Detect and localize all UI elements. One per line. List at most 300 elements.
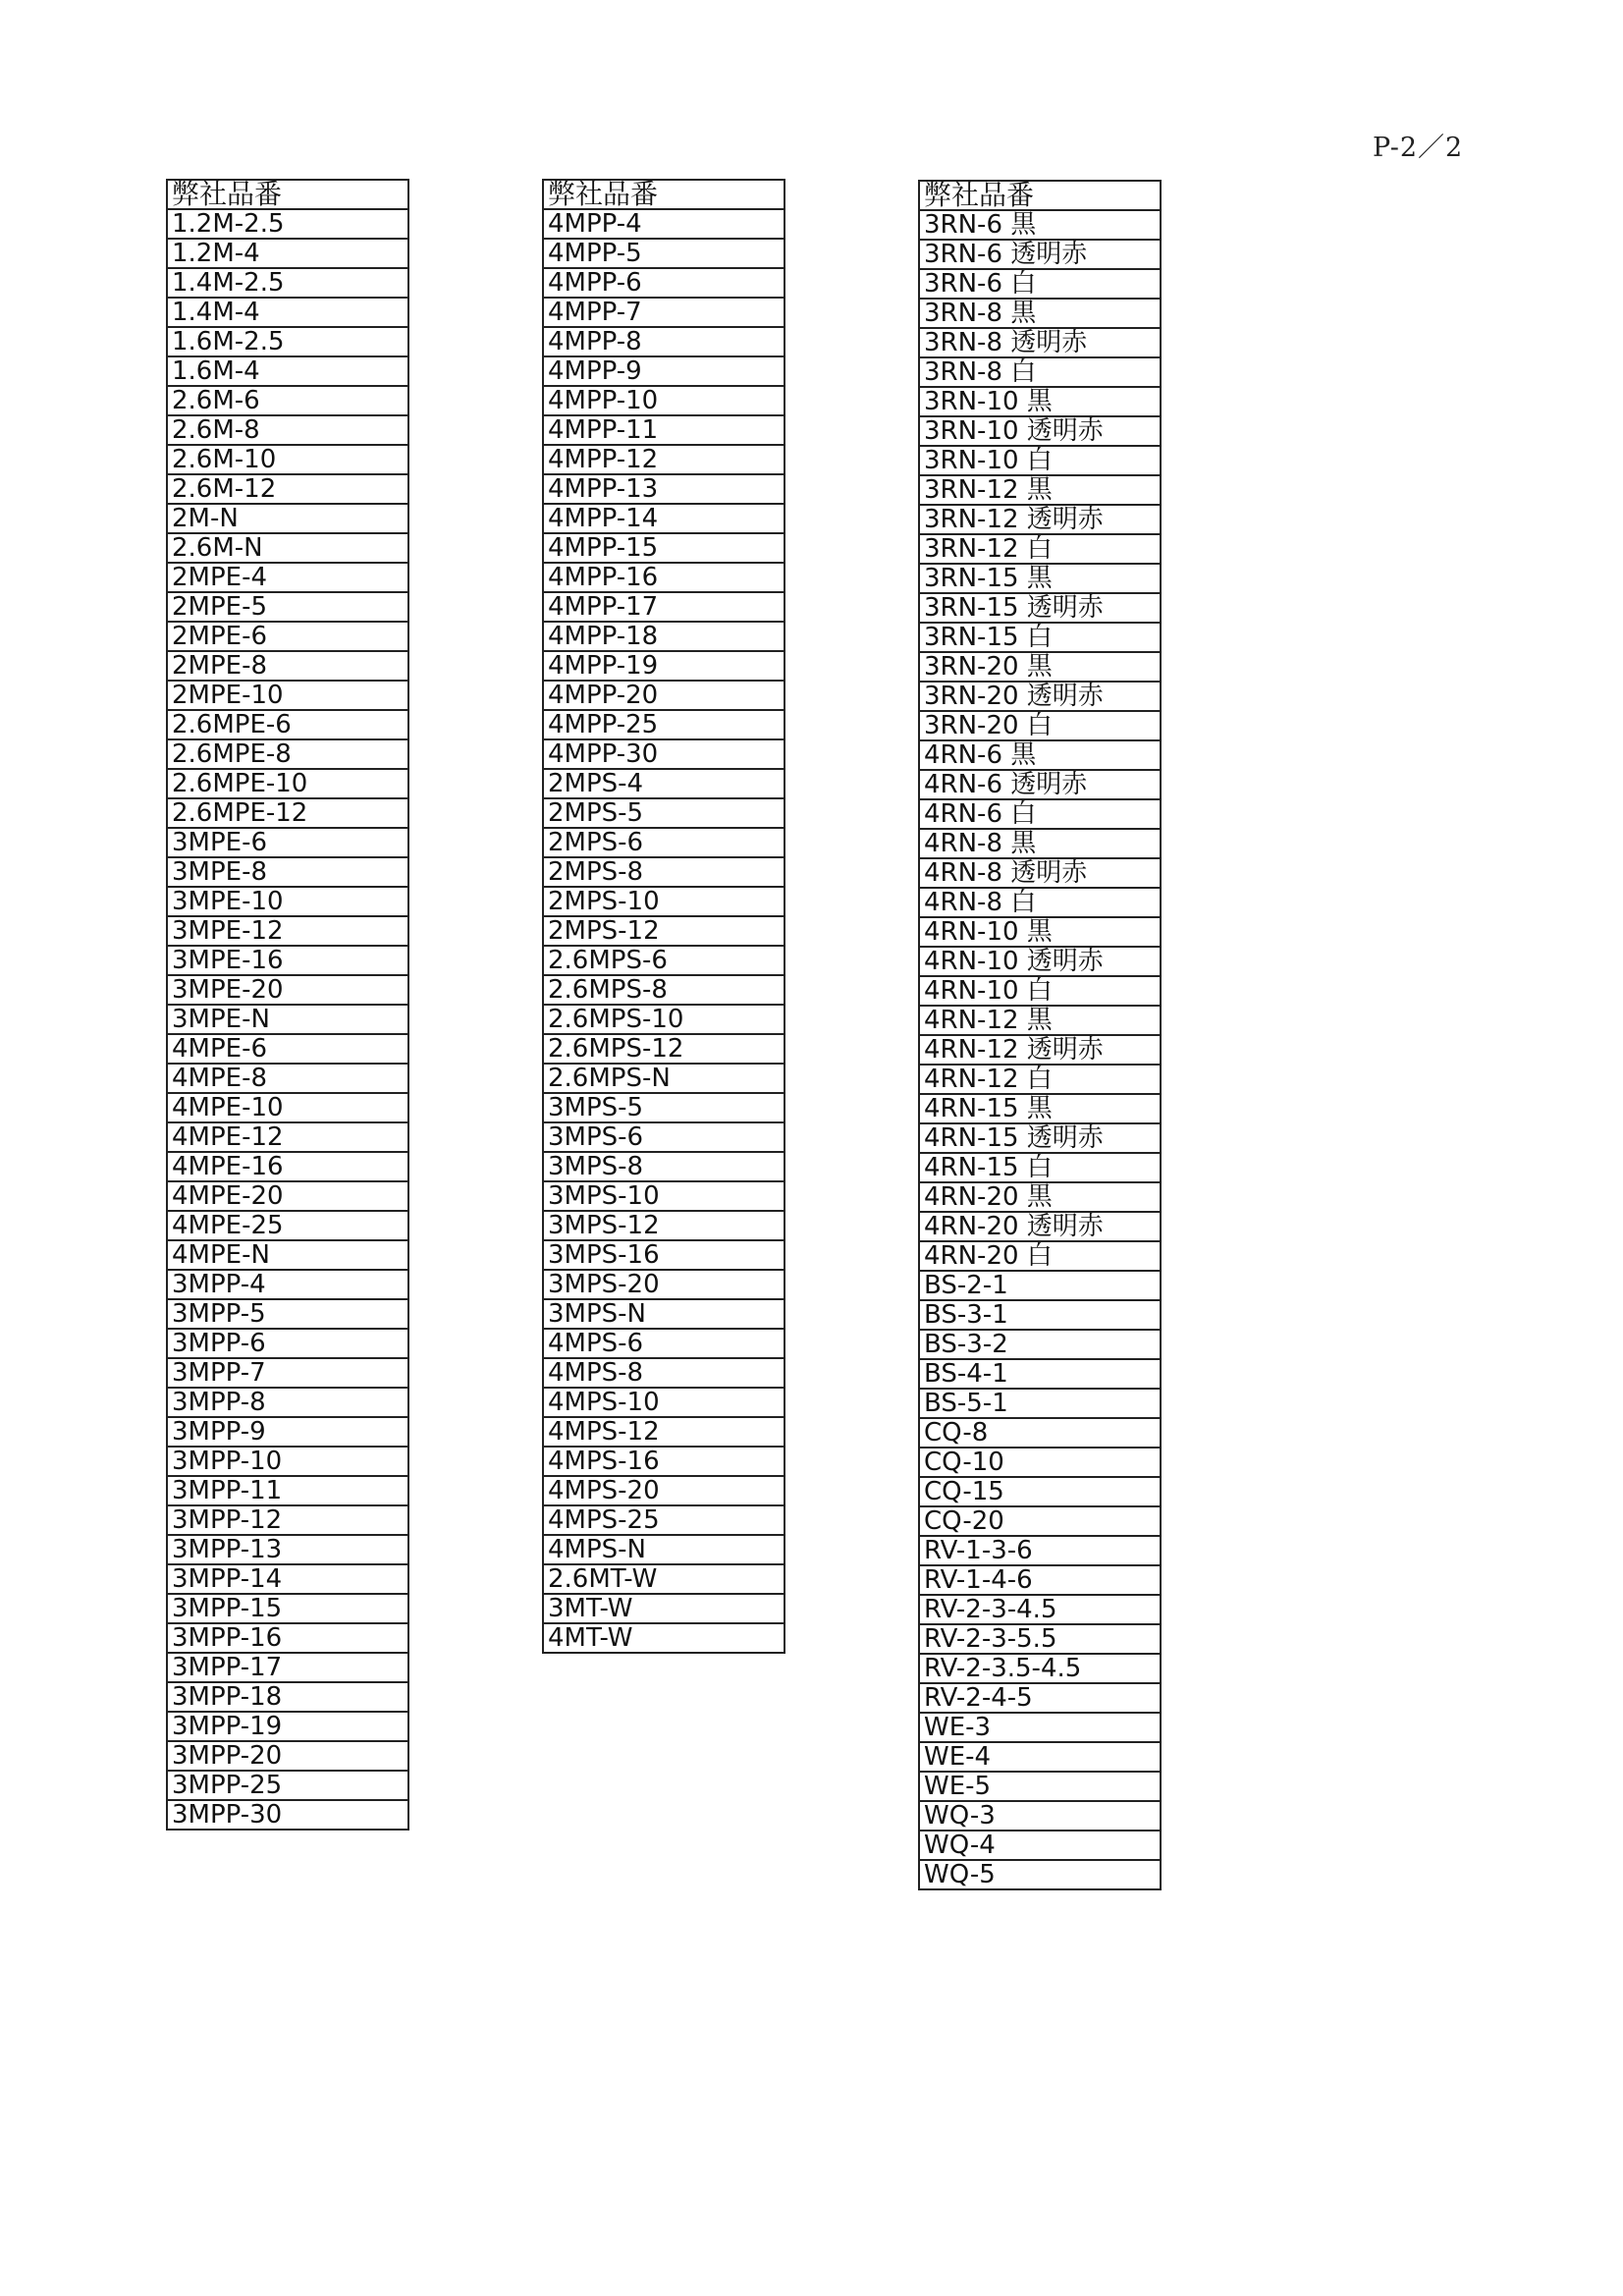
table-row	[919, 1565, 1161, 1595]
part-number-cell: 4RN-8 透明赤	[919, 858, 1161, 888]
parts-table-3	[918, 180, 1162, 1890]
part-number-cell: 3RN-6 透明赤	[919, 240, 1161, 269]
part-number-cell: 2.6M-10	[167, 445, 408, 474]
part-number-cell: 4MPP-13	[543, 474, 784, 504]
part-number-cell: 4MPS-N	[543, 1535, 784, 1564]
table-row	[543, 1476, 784, 1505]
part-number-cell: 3MPP-7	[167, 1358, 408, 1388]
table-row	[167, 1535, 408, 1564]
table-row	[167, 1122, 408, 1152]
part-number-cell: 4MPS-16	[543, 1447, 784, 1476]
part-number-cell: 3MPP-15	[167, 1594, 408, 1623]
part-number-cell: 2.6MPE-10	[167, 769, 408, 798]
table-row	[167, 1034, 408, 1064]
part-number-cell: 3MPS-5	[543, 1093, 784, 1122]
column-header: 弊社品番	[543, 180, 784, 209]
part-number-cell: 2.6MPE-8	[167, 739, 408, 769]
part-number-cell: 2MPS-8	[543, 857, 784, 887]
parts-table-2	[542, 179, 785, 1654]
table-row	[167, 622, 408, 651]
part-number-cell: 2.6MPS-N	[543, 1064, 784, 1093]
table-row	[543, 739, 784, 769]
table-row	[167, 1741, 408, 1771]
part-number-cell: 3MPP-8	[167, 1388, 408, 1417]
table-row	[543, 887, 784, 916]
table-row	[919, 1006, 1161, 1035]
table-row	[543, 946, 784, 975]
table-row	[543, 1005, 784, 1034]
table-row	[543, 1417, 784, 1447]
part-number-cell: 2MPS-6	[543, 828, 784, 857]
table-row	[919, 682, 1161, 711]
table-row	[919, 1241, 1161, 1271]
part-number-cell: 3MPS-16	[543, 1240, 784, 1270]
table-row	[919, 505, 1161, 534]
table-row	[919, 1065, 1161, 1094]
part-number-cell: 1.2M-2.5	[167, 209, 408, 239]
table-row	[167, 1417, 408, 1447]
part-number-cell: 4MPP-16	[543, 563, 784, 592]
table-row	[167, 1771, 408, 1800]
part-number-cell: WE-4	[919, 1742, 1161, 1772]
part-number-cell: 4MPP-25	[543, 710, 784, 739]
part-number-cell: 4RN-15 白	[919, 1153, 1161, 1182]
table-row	[543, 1299, 784, 1329]
table-row	[919, 1300, 1161, 1330]
table-row	[543, 1329, 784, 1358]
part-number-cell: 4MPP-17	[543, 592, 784, 622]
part-number-cell: 4MPP-20	[543, 681, 784, 710]
table-row	[919, 357, 1161, 387]
table-row	[919, 799, 1161, 829]
part-number-cell: 4MPE-8	[167, 1064, 408, 1093]
table-row	[919, 1831, 1161, 1860]
part-number-cell: 2MPS-12	[543, 916, 784, 946]
table-row	[167, 1064, 408, 1093]
table-row	[919, 534, 1161, 564]
part-number-cell: 4MPS-20	[543, 1476, 784, 1505]
part-number-cell: WE-3	[919, 1713, 1161, 1742]
table-row	[167, 1447, 408, 1476]
table-row	[167, 1152, 408, 1181]
table-row	[919, 299, 1161, 328]
table-row	[919, 564, 1161, 593]
part-number-cell: 3MPP-4	[167, 1270, 408, 1299]
part-number-cell: 3RN-12 透明赤	[919, 505, 1161, 534]
table-row	[543, 1181, 784, 1211]
part-number-cell: 4MPE-10	[167, 1093, 408, 1122]
part-number-cell: 3MT-W	[543, 1594, 784, 1623]
table-row	[543, 651, 784, 681]
part-number-cell: 4MPS-8	[543, 1358, 784, 1388]
part-number-cell: 4MPE-20	[167, 1181, 408, 1211]
part-number-cell: 4MPS-25	[543, 1505, 784, 1535]
part-number-cell: 3MPP-25	[167, 1771, 408, 1800]
part-number-cell: 4MPE-16	[167, 1152, 408, 1181]
part-number-cell: 3RN-8 黒	[919, 299, 1161, 328]
part-number-cell: CQ-20	[919, 1506, 1161, 1536]
table-row	[919, 1212, 1161, 1241]
part-number-cell: 3RN-20 白	[919, 711, 1161, 740]
table-row	[543, 209, 784, 239]
part-number-cell: 3MPE-16	[167, 946, 408, 975]
table-row	[167, 592, 408, 622]
parts-table-1	[166, 179, 409, 1831]
part-number-cell: 4MPP-19	[543, 651, 784, 681]
part-number-cell: 2MPE-10	[167, 681, 408, 710]
table-row	[167, 533, 408, 563]
part-number-cell: 3MPP-18	[167, 1682, 408, 1712]
table-row	[919, 888, 1161, 917]
table-row	[167, 857, 408, 887]
part-number-cell: 2MPS-10	[543, 887, 784, 916]
table-row	[167, 327, 408, 356]
part-number-cell: 3MPS-20	[543, 1270, 784, 1299]
table-row	[167, 798, 408, 828]
part-number-cell: 3MPE-8	[167, 857, 408, 887]
part-number-cell: 4RN-20 透明赤	[919, 1212, 1161, 1241]
part-number-cell: 4RN-8 黒	[919, 829, 1161, 858]
table-row	[543, 268, 784, 298]
part-number-cell: 4MPP-8	[543, 327, 784, 356]
part-number-cell: 2.6M-8	[167, 415, 408, 445]
part-number-cell: 4RN-6 透明赤	[919, 770, 1161, 799]
table-row	[919, 1035, 1161, 1065]
table-row	[919, 1683, 1161, 1713]
part-number-cell: 4RN-12 白	[919, 1065, 1161, 1094]
part-number-cell: BS-2-1	[919, 1271, 1161, 1300]
table-row	[919, 1860, 1161, 1889]
table-row	[919, 269, 1161, 299]
part-number-cell: 3MPE-6	[167, 828, 408, 857]
table-row	[543, 327, 784, 356]
table-row	[167, 209, 408, 239]
table-row	[543, 798, 784, 828]
part-number-cell: BS-4-1	[919, 1359, 1161, 1389]
part-number-cell: 4MPP-5	[543, 239, 784, 268]
table-row	[919, 829, 1161, 858]
table-header-row	[919, 181, 1161, 210]
part-number-cell: 3RN-15 白	[919, 623, 1161, 652]
part-number-cell: 3MPE-10	[167, 887, 408, 916]
part-number-cell: 2.6M-12	[167, 474, 408, 504]
table-row	[543, 563, 784, 592]
part-number-cell: 2.6MPS-8	[543, 975, 784, 1005]
table-row	[167, 298, 408, 327]
table-row	[919, 1389, 1161, 1418]
table-row	[543, 1211, 784, 1240]
table-row	[919, 947, 1161, 976]
table-row	[543, 1505, 784, 1535]
table-row	[167, 887, 408, 916]
column-header: 弊社品番	[167, 180, 408, 209]
part-number-cell: 3MPP-6	[167, 1329, 408, 1358]
part-number-cell: 3RN-8 白	[919, 357, 1161, 387]
part-number-cell: 2.6M-6	[167, 386, 408, 415]
part-number-cell: 2.6MPE-6	[167, 710, 408, 739]
part-number-cell: 1.6M-2.5	[167, 327, 408, 356]
part-number-cell: 3MPP-12	[167, 1505, 408, 1535]
part-number-cell: 4MPP-11	[543, 415, 784, 445]
part-number-cell: 3MPP-5	[167, 1299, 408, 1329]
part-number-cell: 4MPE-25	[167, 1211, 408, 1240]
table-row	[919, 1123, 1161, 1153]
table-row	[543, 592, 784, 622]
table-row	[919, 593, 1161, 623]
table-row	[543, 504, 784, 533]
table-row	[167, 474, 408, 504]
column-header: 弊社品番	[919, 181, 1161, 210]
part-number-cell: 4RN-20 白	[919, 1241, 1161, 1271]
part-number-cell: RV-2-3-5.5	[919, 1624, 1161, 1654]
table-row	[919, 623, 1161, 652]
table-row	[919, 387, 1161, 416]
part-number-cell: 3MPS-6	[543, 1122, 784, 1152]
part-number-cell: 3MPE-12	[167, 916, 408, 946]
part-number-cell: 4MPS-10	[543, 1388, 784, 1417]
part-number-cell: 4MPE-N	[167, 1240, 408, 1270]
part-number-cell: 3MPP-16	[167, 1623, 408, 1653]
part-number-cell: 3RN-15 黒	[919, 564, 1161, 593]
table-row	[919, 1271, 1161, 1300]
part-number-cell: BS-3-1	[919, 1300, 1161, 1330]
table-row	[543, 1623, 784, 1653]
table-row	[919, 858, 1161, 888]
table-row	[543, 681, 784, 710]
table-row	[543, 1064, 784, 1093]
part-number-cell: 4MPS-6	[543, 1329, 784, 1358]
part-number-cell: 4RN-6 黒	[919, 740, 1161, 770]
table-row	[167, 1623, 408, 1653]
table-row	[167, 268, 408, 298]
part-number-cell: 4RN-15 透明赤	[919, 1123, 1161, 1153]
table-row	[919, 1506, 1161, 1536]
table-row	[167, 1240, 408, 1270]
table-row	[543, 1152, 784, 1181]
page-number: P-2／2	[1373, 133, 1464, 163]
part-number-cell: 2.6MPS-10	[543, 1005, 784, 1034]
table-row	[919, 917, 1161, 947]
table-row	[167, 1682, 408, 1712]
part-number-cell: 2.6MT-W	[543, 1564, 784, 1594]
table-row	[543, 769, 784, 798]
table-row	[167, 504, 408, 533]
table-row	[543, 1240, 784, 1270]
table-header-row	[543, 180, 784, 209]
table-row	[167, 946, 408, 975]
part-number-cell: 4RN-15 黒	[919, 1094, 1161, 1123]
table-row	[167, 1299, 408, 1329]
part-number-cell: WQ-5	[919, 1860, 1161, 1889]
part-number-cell: 2MPE-5	[167, 592, 408, 622]
part-number-cell: 3MPP-30	[167, 1800, 408, 1830]
table-row	[167, 681, 408, 710]
table-row	[167, 769, 408, 798]
table-row	[167, 239, 408, 268]
table-row	[543, 1535, 784, 1564]
part-number-cell: CQ-10	[919, 1448, 1161, 1477]
table-row	[167, 1712, 408, 1741]
table-row	[543, 1564, 784, 1594]
table-row	[543, 828, 784, 857]
table-row	[167, 1270, 408, 1299]
table-row	[167, 1211, 408, 1240]
part-number-cell: 3RN-6 黒	[919, 210, 1161, 240]
part-number-cell: 2.6MPS-6	[543, 946, 784, 975]
part-number-cell: 3RN-12 黒	[919, 475, 1161, 505]
part-number-cell: 4MPS-12	[543, 1417, 784, 1447]
part-number-cell: 2M-N	[167, 504, 408, 533]
table-row	[543, 916, 784, 946]
part-number-cell: 3MPS-12	[543, 1211, 784, 1240]
table-header-row	[167, 180, 408, 209]
table-row	[543, 1034, 784, 1064]
part-number-cell: 4MT-W	[543, 1623, 784, 1653]
part-number-cell: RV-2-3-4.5	[919, 1595, 1161, 1624]
part-number-cell: RV-1-4-6	[919, 1565, 1161, 1595]
part-number-cell: WQ-4	[919, 1831, 1161, 1860]
table-row	[919, 740, 1161, 770]
table-row	[919, 652, 1161, 682]
part-number-cell: 3RN-10 透明赤	[919, 416, 1161, 446]
part-number-cell: CQ-15	[919, 1477, 1161, 1506]
part-number-cell: 3RN-12 白	[919, 534, 1161, 564]
table-row	[543, 533, 784, 563]
part-number-cell: 4RN-10 黒	[919, 917, 1161, 947]
part-number-cell: 4MPP-9	[543, 356, 784, 386]
part-number-cell: 2MPE-4	[167, 563, 408, 592]
part-number-cell: 3RN-6 白	[919, 269, 1161, 299]
table-row	[543, 1270, 784, 1299]
table-row	[543, 356, 784, 386]
part-number-cell: 2MPS-5	[543, 798, 784, 828]
part-number-cell: 3MPS-N	[543, 1299, 784, 1329]
part-number-cell: 3MPE-N	[167, 1005, 408, 1034]
table-row	[167, 916, 408, 946]
table-row	[167, 356, 408, 386]
table-row	[919, 1713, 1161, 1742]
table-row	[167, 1358, 408, 1388]
table-row	[543, 1358, 784, 1388]
part-number-cell: 3RN-15 透明赤	[919, 593, 1161, 623]
part-number-cell: 3MPP-9	[167, 1417, 408, 1447]
part-number-cell: WQ-3	[919, 1801, 1161, 1831]
table-row	[167, 445, 408, 474]
table-row	[167, 651, 408, 681]
part-number-cell: 3MPS-8	[543, 1152, 784, 1181]
table-row	[919, 1801, 1161, 1831]
part-number-cell: BS-5-1	[919, 1389, 1161, 1418]
part-number-cell: 4MPP-30	[543, 739, 784, 769]
part-number-cell: 4RN-20 黒	[919, 1182, 1161, 1212]
part-number-cell: 4RN-6 白	[919, 799, 1161, 829]
table-row	[167, 563, 408, 592]
table-row	[543, 1122, 784, 1152]
part-number-cell: 4RN-12 黒	[919, 1006, 1161, 1035]
part-number-cell: 3MPP-10	[167, 1447, 408, 1476]
table-row	[167, 1594, 408, 1623]
table-row	[919, 1448, 1161, 1477]
table-row	[919, 1742, 1161, 1772]
part-number-cell: 3RN-10 黒	[919, 387, 1161, 416]
table-row	[167, 1476, 408, 1505]
table-row	[167, 415, 408, 445]
table-row	[167, 1564, 408, 1594]
part-number-cell: 3MPP-13	[167, 1535, 408, 1564]
part-number-cell: 2MPS-4	[543, 769, 784, 798]
part-number-cell: 1.4M-4	[167, 298, 408, 327]
part-number-cell: 3MPS-10	[543, 1181, 784, 1211]
part-number-cell: 3MPE-20	[167, 975, 408, 1005]
part-number-cell: CQ-8	[919, 1418, 1161, 1448]
part-number-cell: 4RN-12 透明赤	[919, 1035, 1161, 1065]
part-number-cell: 4RN-10 白	[919, 976, 1161, 1006]
table-row	[919, 1654, 1161, 1683]
table-row	[543, 710, 784, 739]
part-number-cell: 2.6MPS-12	[543, 1034, 784, 1064]
part-number-cell: 1.4M-2.5	[167, 268, 408, 298]
part-number-cell: 3RN-20 黒	[919, 652, 1161, 682]
table-row	[167, 1653, 408, 1682]
table-row	[167, 1388, 408, 1417]
table-row	[543, 298, 784, 327]
table-row	[919, 976, 1161, 1006]
part-number-cell: 3RN-8 透明赤	[919, 328, 1161, 357]
part-number-cell: 4MPE-12	[167, 1122, 408, 1152]
table-row	[167, 1329, 408, 1358]
part-number-cell: 1.6M-4	[167, 356, 408, 386]
table-row	[167, 710, 408, 739]
table-row	[919, 416, 1161, 446]
part-number-cell: 3MPP-20	[167, 1741, 408, 1771]
table-row	[167, 1005, 408, 1034]
table-row	[167, 739, 408, 769]
part-number-cell: 3MPP-11	[167, 1476, 408, 1505]
table-row	[919, 1359, 1161, 1389]
table-row	[919, 1477, 1161, 1506]
part-number-cell: RV-2-3.5-4.5	[919, 1654, 1161, 1683]
part-number-cell: WE-5	[919, 1772, 1161, 1801]
table-row	[919, 1182, 1161, 1212]
part-number-cell: 4MPE-6	[167, 1034, 408, 1064]
table-row	[167, 1093, 408, 1122]
table-row	[919, 711, 1161, 740]
table-row	[543, 857, 784, 887]
table-row	[919, 1330, 1161, 1359]
table-row	[919, 240, 1161, 269]
table-row	[543, 474, 784, 504]
table-row	[167, 1181, 408, 1211]
part-number-cell: 4MPP-6	[543, 268, 784, 298]
part-number-cell: 3RN-10 白	[919, 446, 1161, 475]
table-row	[543, 445, 784, 474]
table-row	[543, 1093, 784, 1122]
table-row	[543, 1447, 784, 1476]
part-number-cell: RV-1-3-6	[919, 1536, 1161, 1565]
part-number-cell: 3MPP-19	[167, 1712, 408, 1741]
table-row	[919, 328, 1161, 357]
table-row	[919, 210, 1161, 240]
table-row	[167, 386, 408, 415]
table-row	[543, 975, 784, 1005]
part-number-cell: 2MPE-6	[167, 622, 408, 651]
table-row	[543, 1594, 784, 1623]
table-row	[919, 1094, 1161, 1123]
part-number-cell: 4MPP-4	[543, 209, 784, 239]
part-number-cell: 2.6M-N	[167, 533, 408, 563]
part-number-cell: 4MPP-10	[543, 386, 784, 415]
part-number-cell: 4MPP-7	[543, 298, 784, 327]
